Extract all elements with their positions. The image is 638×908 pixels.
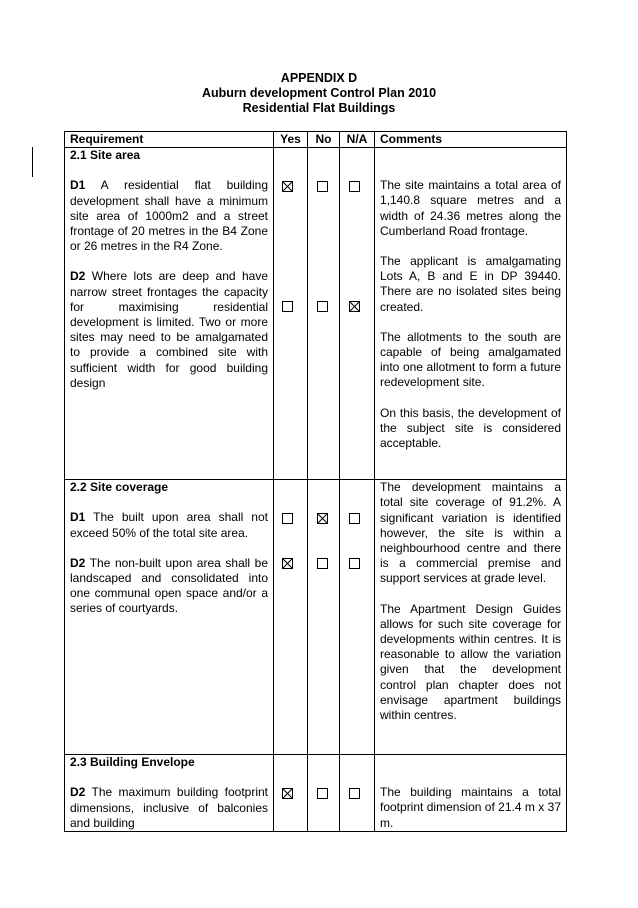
appendix-title: APPENDIX D — [280, 71, 358, 85]
section-title: 2.3 Building Envelope — [70, 755, 195, 770]
col-yes: Yes — [274, 132, 308, 148]
no-cell — [308, 148, 340, 480]
comments-cell — [375, 755, 567, 832]
comment-paragraph: The building maintains a total footprint dimension of 21.4 m x 37 m. — [380, 785, 561, 830]
table-row — [65, 148, 567, 480]
table-row — [65, 755, 567, 832]
comment-paragraph: The Apartment Design Guides allows for such site coverage for developments within centres. It is reasonable to allow the variation given that the development control plan chapter does not envisage apartment buildings within centres. — [380, 601, 561, 723]
section-title: 2.1 Site area — [70, 148, 141, 163]
comment-paragraph: On this basis, the development of the subject site is considered acceptable. — [380, 405, 561, 451]
col-no: No — [308, 132, 340, 148]
comment-paragraph: The site maintains a total area of 1,140.8 square metres and a width of 24.36 metres along the Cumberland Road frontage. — [380, 178, 561, 238]
table-header-row — [65, 132, 567, 148]
col-requirement: Requirement — [65, 132, 274, 148]
checkbox-checked-icon[interactable] — [349, 301, 360, 312]
yes-cell — [274, 480, 308, 755]
comment-paragraph: The applicant is amalgamating Lots A, B and E in DP 39440. There are no isolated sites being created. — [380, 254, 561, 314]
table-row — [65, 480, 567, 755]
checkbox-icon[interactable] — [282, 513, 293, 524]
comments-cell — [375, 480, 567, 755]
na-cell — [340, 480, 375, 755]
checkbox-icon[interactable] — [349, 558, 360, 569]
checkbox-icon[interactable] — [317, 788, 328, 799]
na-cell — [340, 148, 375, 480]
yes-cell — [274, 755, 308, 832]
requirement-cell — [65, 480, 274, 755]
checkbox-icon[interactable] — [282, 301, 293, 312]
section-title: 2.2 Site coverage — [70, 480, 169, 495]
checkbox-icon[interactable] — [349, 513, 360, 524]
document-title: Auburn development Control Plan 2010 — [201, 86, 437, 100]
col-na: N/A — [340, 132, 375, 148]
checkbox-icon[interactable] — [317, 181, 328, 192]
checkbox-icon[interactable] — [317, 558, 328, 569]
checkbox-checked-icon[interactable] — [317, 513, 328, 524]
requirement-item: D2 Where lots are deep and have narrow street frontages the capacity for maximising residential development is limited. Two or more sites may need to be amalgamated to provide a combined site with sufficient width for good building design — [70, 269, 268, 390]
text-cursor — [32, 147, 33, 177]
requirements-table — [64, 131, 567, 832]
comments-cell — [375, 148, 567, 480]
checkbox-checked-icon[interactable] — [282, 558, 293, 569]
requirement-cell — [65, 148, 274, 480]
document-subtitle: Residential Flat Buildings — [242, 101, 396, 115]
checkbox-checked-icon[interactable] — [282, 788, 293, 799]
checkbox-icon[interactable] — [317, 301, 328, 312]
col-comments: Comments — [375, 132, 567, 148]
no-cell — [308, 480, 340, 755]
requirement-item: D2 The non-built upon area shall be landscaped and consolidated into one communal open space and/or a series of courtyards. — [70, 555, 268, 616]
requirement-cell — [65, 755, 274, 832]
checkbox-icon[interactable] — [349, 181, 360, 192]
yes-cell — [274, 148, 308, 480]
requirement-item: D1 A residential flat building development shall have a minimum site area of 1000m2 and a street frontage of 20 metres in the B4 Zone or 26 metres in the R4 Zone. — [70, 178, 268, 254]
checkbox-checked-icon[interactable] — [282, 181, 293, 192]
comment-paragraph: The development maintains a total site coverage of 91.2%. A significant variation is identified however, the site is within a neighbourhood centre and there is a commercial premise and support services at grade level. — [380, 480, 561, 586]
no-cell — [308, 755, 340, 832]
comment-paragraph: The allotments to the south are capable of being amalgamated into one allotment to form a future redevelopment site. — [380, 329, 561, 390]
checkbox-icon[interactable] — [349, 788, 360, 799]
requirement-item: D1 The built upon area shall not exceed 50% of the total site area. — [70, 510, 268, 540]
na-cell — [340, 755, 375, 832]
requirement-item: D2 The maximum building footprint dimensions, inclusive of balconies and building — [70, 785, 268, 830]
